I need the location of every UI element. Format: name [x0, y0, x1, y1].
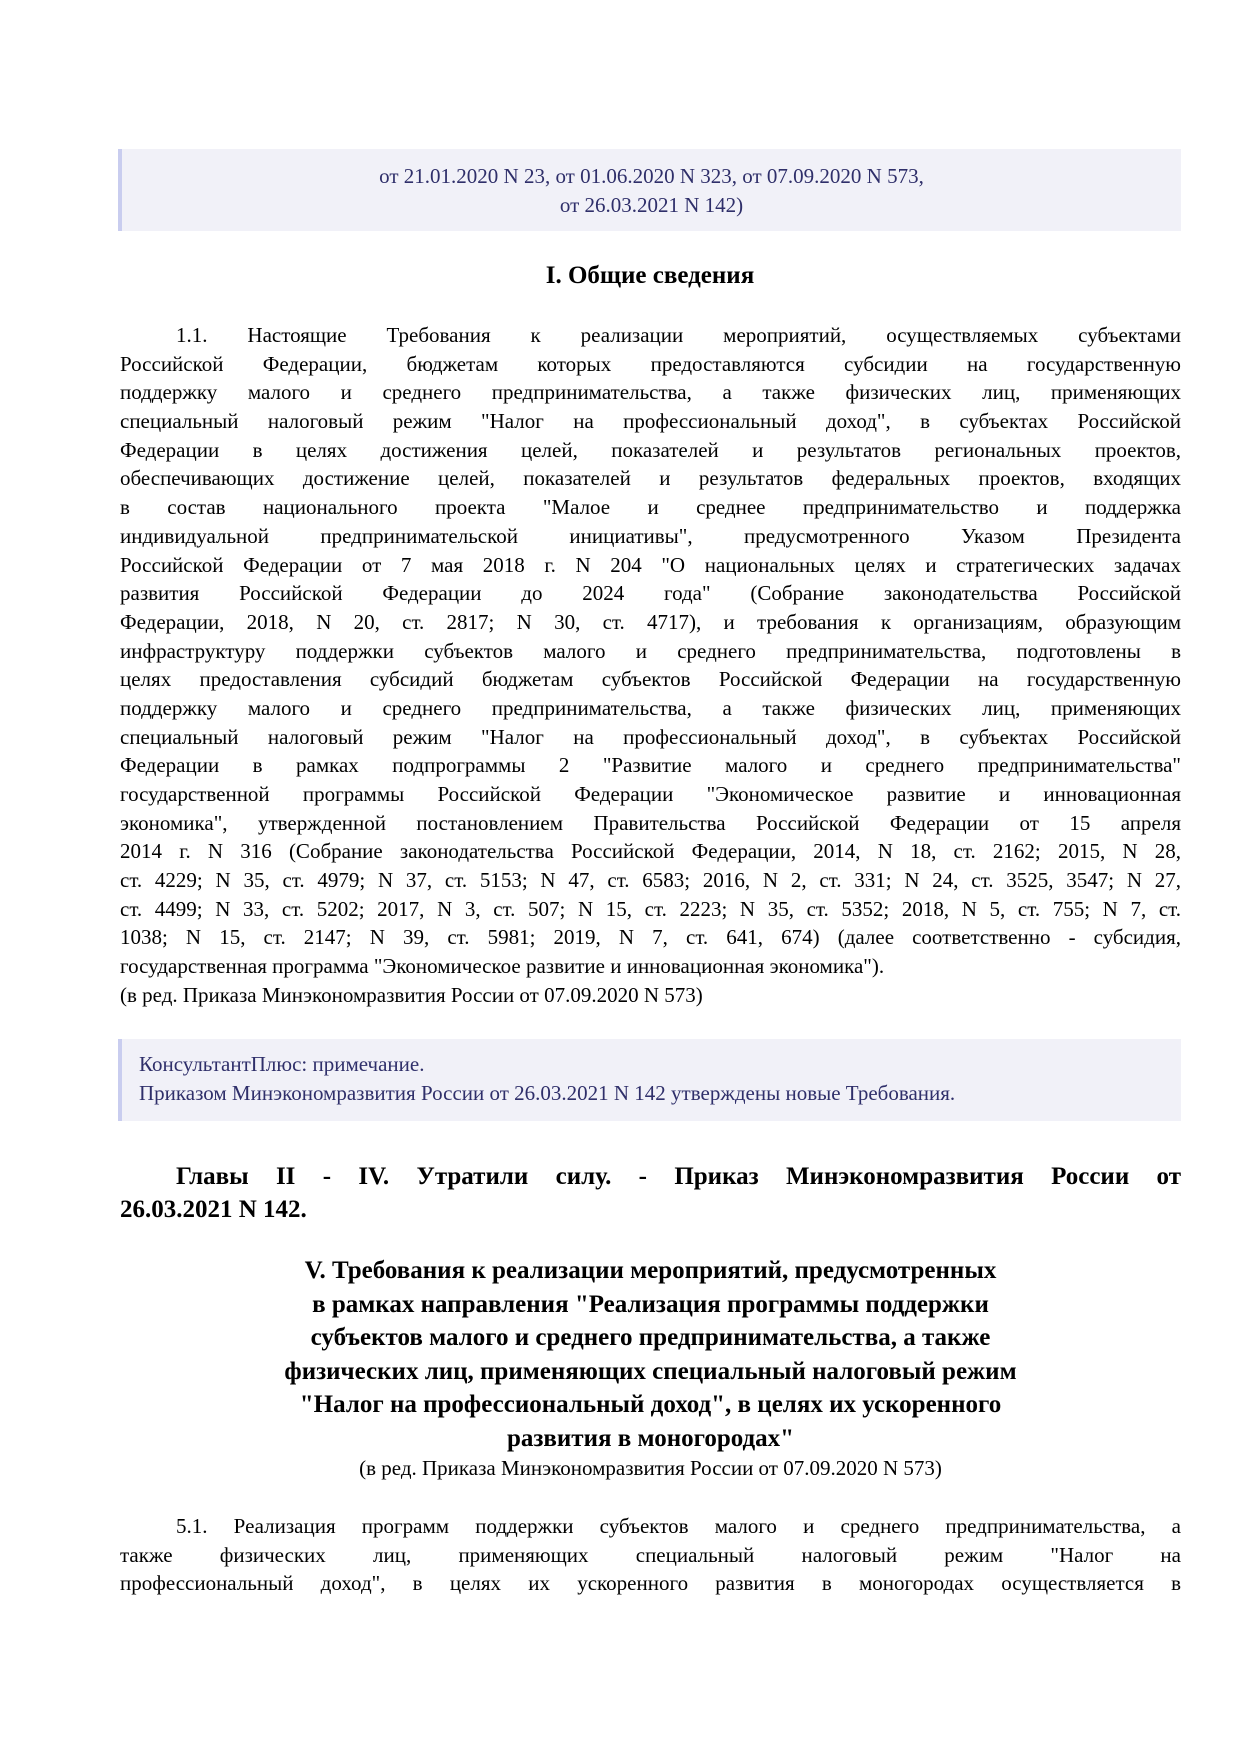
section-5-title-line: физических лиц, применяющих специальный налоговый режим [284, 1357, 1017, 1385]
paragraph-line: поддержку малого и среднего предпринимательства, а также физических лиц, применяющих [120, 380, 1181, 405]
paragraph-line: (в ред. Приказа Минэкономразвития России от 07.09.2020 N 573) [120, 982, 703, 1007]
paragraph-line: Федерации, 2018, N 20, ст. 2817; N 30, ст. 4717), и требования к организациям, образующим [120, 609, 1181, 634]
consultant-note [118, 1039, 1181, 1121]
paragraph-line: развития Российской Федерации до 2024 года" (Собрание законодательства Российской [120, 581, 1181, 606]
chapters-repealed [120, 1160, 1181, 1226]
paragraph-line: государственной программы Российской Федерации "Экономическое развитие и инновационная [120, 782, 1181, 806]
section-5-title-line: развития в моногородах" [506, 1424, 795, 1452]
paragraph-line: 1.1. Настоящие Требования к реализации мероприятий, осуществляемых субъектами [176, 323, 1181, 347]
paragraph-line: 1038; N 15, ст. 2147; N 39, ст. 5981; 2019, N 7, ст. 641, 674) (далее соответственно - субсидия, [120, 925, 1181, 950]
paragraph-line: экономика", утвержденной постановлением Правительства Российской Федерации от 15 апреля [120, 810, 1181, 835]
consultant-note-title: КонсультантПлюс: примечание. [139, 1052, 425, 1076]
paragraph-line: ст. 4229; N 35, ст. 4979; N 37, ст. 5153; N 47, ст. 6583; 2016, N 2, ст. 331; N 24, ст. 3525, 3547; N 27, [120, 868, 1181, 893]
section-5-title-line: в рамках направления "Реализация программы поддержки [312, 1290, 989, 1318]
paragraph-line: также физических лиц, применяющих специальный налоговый режим "Налог на [120, 1542, 1181, 1567]
chapters-line: 26.03.2021 N 142. [120, 1196, 307, 1223]
chapters-line: Главы II - IV. Утратили силу. - Приказ Минэкономразвития России от [176, 1163, 1181, 1190]
paragraph-line: 5.1. Реализация программ поддержки субъектов малого и среднего предпринимательства, а [176, 1514, 1181, 1538]
section-5-title-line: "Налог на профессиональный доход", в целях их ускоренного [299, 1391, 1002, 1418]
paragraph-line: Федерации в рамках подпрограммы 2 "Развитие малого и среднего предпринимательства" [120, 753, 1181, 778]
paragraph-line: Федерации в целях достижения целей, показателей и результатов региональных проектов, [120, 437, 1181, 462]
section-1-title: I. Общие сведения [545, 262, 755, 289]
note-line: от 21.01.2020 N 23, от 01.06.2020 N 323, от 07.09.2020 N 573, [379, 164, 924, 188]
paragraph-5-1 [120, 1512, 1181, 1598]
paragraph-1-1 [120, 321, 1181, 1010]
section-5-title [120, 1254, 1181, 1455]
paragraph-line: профессиональный доход", в целях их ускоренного развития в моногородах осуществляется в [120, 1571, 1181, 1596]
amendments-note [118, 149, 1181, 231]
paragraph-line: индивидуальной предпринимательской инициативы", предусмотренного Указом Президента [120, 523, 1181, 548]
section-5-title-line: субъектов малого и среднего предпринимательства, а также [310, 1324, 991, 1351]
paragraph-line: поддержку малого и среднего предпринимательства, а также физических лиц, применяющих [120, 695, 1181, 720]
note-line: от 26.03.2021 N 142) [559, 193, 744, 217]
paragraph-line: в состав национального проекта "Малое и среднее предпринимательство и поддержка [120, 495, 1181, 520]
paragraph-line: Российской Федерации от 7 мая 2018 г. N 204 "О национальных целях и стратегических задачах [120, 552, 1181, 577]
paragraph-line: обеспечивающих достижение целей, показателей и результатов федеральных проектов, входящих [120, 466, 1181, 491]
paragraph-line: 2014 г. N 316 (Собрание законодательства Российской Федерации, 2014, N 18, ст. 2162; 2015, N 28, [120, 839, 1181, 864]
paragraph-line: государственная программа "Экономическое развитие и инновационная экономика"). [120, 954, 885, 979]
section-5-amendment: (в ред. Приказа Минэкономразвития России от 07.09.2020 N 573) [359, 1456, 942, 1480]
consultant-note-text: Приказом Минэкономразвития России от 26.03.2021 N 142 утверждены новые Требования. [139, 1081, 956, 1105]
paragraph-line: инфраструктуру поддержки субъектов малого и среднего предпринимательства, подготовлены в [120, 638, 1181, 663]
paragraph-line: целях предоставления субсидий бюджетам субъектов Российской Федерации на государственную [120, 667, 1181, 692]
paragraph-line: специальный налоговый режим "Налог на профессиональный доход", в субъектах Российской [120, 409, 1181, 434]
paragraph-line: ст. 4499; N 33, ст. 5202; 2017, N 3, ст. 507; N 15, ст. 2223; N 35, ст. 5352; 2018, N 5, ст. 755; N 7, ст. [120, 896, 1181, 921]
section-5-title-line: V. Требования к реализации мероприятий, предусмотренных [304, 1257, 997, 1284]
paragraph-line: специальный налоговый режим "Налог на профессиональный доход", в субъектах Российской [120, 724, 1181, 749]
paragraph-line: Российской Федерации, бюджетам которых предоставляются субсидии на государственную [120, 351, 1181, 376]
